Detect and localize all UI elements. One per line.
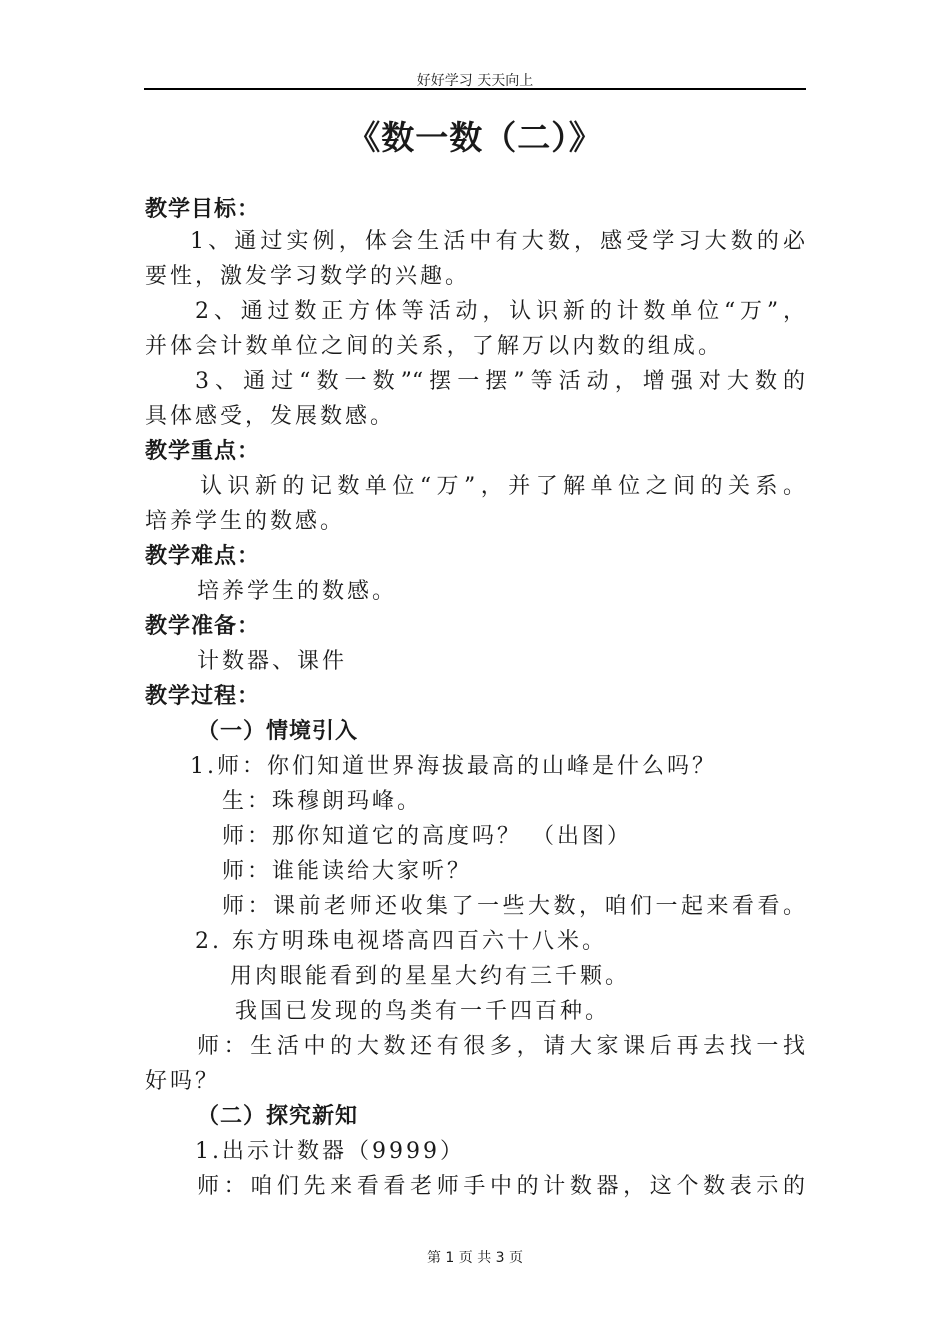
section-1-line-4: 师：谁能读给大家听？ <box>222 859 473 884</box>
section-1-title: （一）情境引入 <box>197 719 359 744</box>
document-title: 《数一数（二）》 <box>347 118 603 157</box>
section-1-line-8: 我国已发现的鸟类有一千四百种。 <box>235 999 611 1024</box>
process-heading: 教学过程： <box>145 684 261 709</box>
section-1-line-6: 2. 东方明珠电视塔高四百六十八米。 <box>195 929 607 954</box>
key-points-heading: 教学重点： <box>145 439 261 464</box>
header-rule <box>144 88 806 90</box>
section-1-line-9: 师：生活中的大数还有很多，请大家课后再去找一找 <box>197 1034 805 1059</box>
objective-1-line-1: 1、通过实例，体会生活中有大数，感受学习大数的必 <box>190 229 805 254</box>
section-1-line-7: 用肉眼能看到的星星大约有三千颗。 <box>230 964 631 989</box>
section-2-title: （二）探究新知 <box>197 1104 359 1129</box>
objective-2-line-1: 2、通过数正方体等活动，认识新的计数单位“万”， <box>195 299 805 324</box>
section-2-line-2: 师：咱们先来看看老师手中的计数器，这个数表示的 <box>197 1174 805 1199</box>
objectives-heading: 教学目标： <box>145 197 261 222</box>
section-1-line-3: 师：那你知道它的高度吗？ （出图） <box>222 824 632 849</box>
objective-3-line-2: 具体感受，发展数感。 <box>145 404 396 429</box>
section-2-line-1: 1.出示计数器（9999） <box>195 1139 465 1164</box>
difficulties-line-1: 培养学生的数感。 <box>197 579 398 604</box>
page-footer: 第 1 页 共 3 页 <box>426 1250 524 1266</box>
key-points-line-1: 认识新的记数单位“万”，并了解单位之间的关系。 <box>200 474 805 499</box>
key-points-line-2: 培养学生的数感。 <box>145 509 346 534</box>
section-1-line-5: 师：课前老师还收集了一些大数，咱们一起来看看。 <box>222 894 805 919</box>
objective-1-line-2: 要性，激发学习数学的兴趣。 <box>145 264 471 289</box>
section-1-line-1: 1.师：你们知道世界海拔最高的山峰是什么吗？ <box>190 754 717 779</box>
page-header: 好好学习 天天向上 <box>416 73 534 89</box>
preparation-heading: 教学准备： <box>145 614 261 639</box>
section-1-line-2: 生：珠穆朗玛峰。 <box>222 789 423 814</box>
objective-3-line-1: 3、通过“数一数”“摆一摆”等活动，增强对大数的 <box>195 369 805 394</box>
section-1-line-10: 好吗？ <box>145 1069 221 1094</box>
objective-2-line-2: 并体会计数单位之间的关系，了解万以内数的组成。 <box>145 334 720 359</box>
difficulties-heading: 教学难点： <box>145 544 261 569</box>
preparation-line-1: 计数器、课件 <box>197 649 348 674</box>
